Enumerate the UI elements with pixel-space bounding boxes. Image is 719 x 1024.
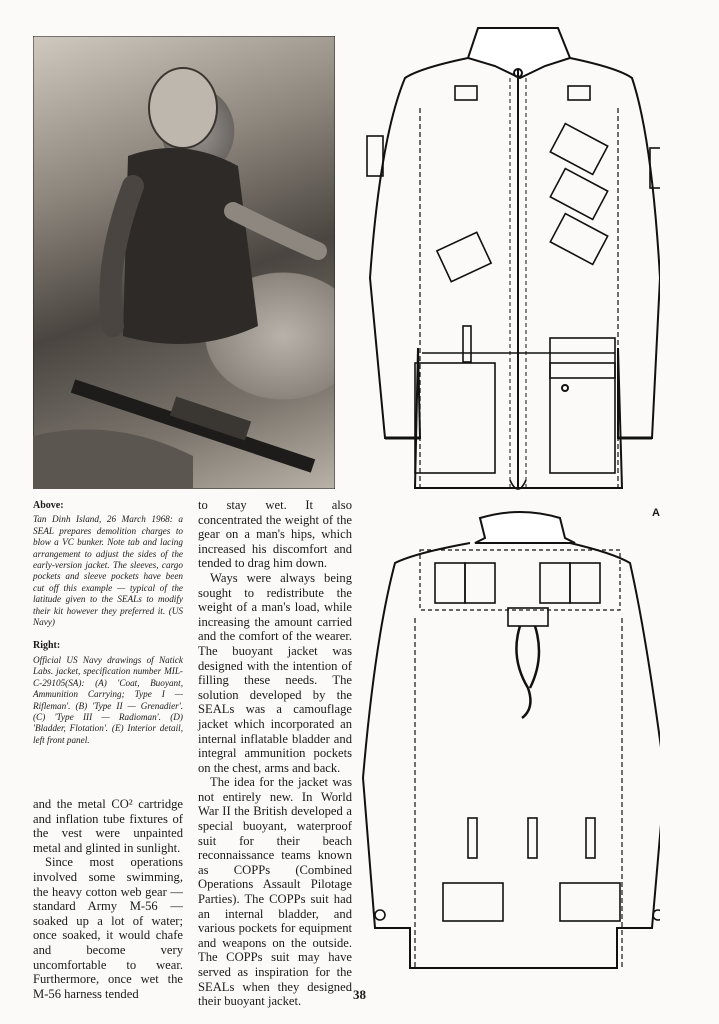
drawing-label-a: A (652, 507, 660, 519)
page-number: 38 (353, 987, 366, 1002)
body-paragraph: Since most operations involved some swimming, the heavy cotton web gear — standard Army M-56 — soaked up a lot of water; once soaked, it would chafe and become very uncomfortable to wear. Furthermore, once wet the M-56 harness tended (33, 855, 183, 1001)
jacket-technical-drawings (360, 18, 660, 988)
drawing-caption-title: Right: (33, 640, 61, 652)
body-paragraph: and the metal CO² cartridge and inflation tube fixtures of the vest were unpainted metal and glinted in sunlight. (33, 797, 183, 855)
body-paragraph: The idea for the jacket was not entirely new. In World War II the British developed a special buoyant, waterproof suit for their beach reconnaissance teams known as COPPs (Combined Operations Assault Pilotage Parties). The COPPs suit had an internal bladder, and various pockets for equipment and weapons on the outside. The COPPs suit may have served as inspiration for the SEALs when they designed their buoyant jacket. (198, 775, 352, 1009)
seal-photo (33, 36, 335, 489)
drawing-caption-text: Official US Navy drawings of Natick Labs. jacket, specification number MIL-C-29105(SA): (A) 'Coat, Buoyant, Ammunition Carrying; Type I — Rifleman'. (B) 'Type II — Grenadier'. (C) 'Type III — Radioman'. (D) 'Bladder, Flotation'. (E) Interior detail, left front panel. (33, 654, 183, 745)
body-paragraph: Ways were always being sought to redistribute the weight of a man's load, while increasing the amount carried and the comfort of the wearer. The buoyant jacket was designed with the intention of filling these needs. The solution developed by the SEALs was a camouflage jacket which incorporated an internal inflatable bladder and integral ammunition pockets on the chest, arms and back. (198, 570, 352, 775)
jacket-back-drawing (363, 512, 660, 968)
jacket-front-drawing (367, 28, 660, 489)
body-text-left-column (33, 797, 183, 1001)
photo-caption-text: Tan Dinh Island, 26 March 1968: a SEAL prepares demolition charges to blow a VC bunker. Note tab and lacing arrangement to adjust the sides of the early-version jacket. The sleeves, cargo pockets and sleeve pockets have been cut off this example — typical of the latitude given to the SEALs to modify their kit however they preferred it. (US Navy) (33, 514, 183, 628)
caption-column (33, 500, 183, 758)
photo-caption-title: Above: (33, 500, 64, 511)
body-text-right-column (198, 498, 352, 1009)
body-paragraph: to stay wet. It also concentrated the weight of the gear on a man's hips, which increased his discomfort and tended to drag him down. (198, 498, 352, 571)
